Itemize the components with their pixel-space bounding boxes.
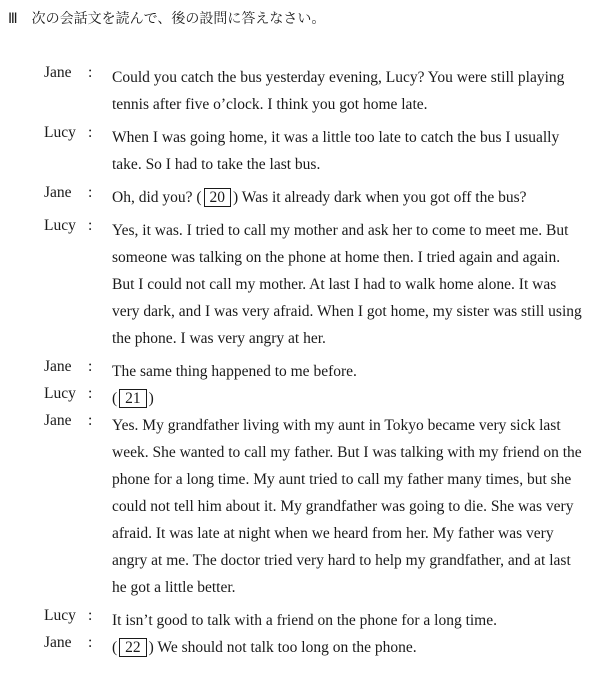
line-text: Yes. My grandfather living with my aunt in Tokyo became very sick last week. She wanted to call my father. But I was talking with my friend on the phone for a long time. My aunt tried to call my father many times, but she could not tell him about it. My grandfather was going to die. She was very afraid. It was late at night when we heard from her. My father was very angry at me. The doctor tried very hard to help my grandfather, and at last he got a little better. bbox=[112, 417, 582, 596]
dialogue-turn bbox=[0, 124, 600, 178]
speaker-colon: : bbox=[88, 607, 93, 624]
dialogue-turn bbox=[0, 64, 600, 118]
speaker-colon: : bbox=[88, 184, 93, 201]
line-text: It isn’t good to talk with a friend on the phone for a long time. bbox=[112, 612, 497, 629]
line-text: When I was going home, it was a little too late to catch the bus I usually take. So I had to take the last bus. bbox=[112, 129, 560, 173]
instructions: 次の会話文を読んで、後の設問に答えなさい。 bbox=[31, 11, 326, 27]
speaker-name: Lucy bbox=[44, 217, 76, 234]
line-text: Yes, it was. I tried to call my mother and ask her to come to meet me. But someone was talking on the phone at home then. I tried again and again. But I could not call my mother. At last I had to walk home alone. It was very dark, and I was very afraid. When I got home, my sister was still using the phone. I was very angry at her. bbox=[112, 222, 582, 347]
speaker-name: Jane bbox=[44, 412, 72, 429]
speaker-colon: : bbox=[88, 358, 93, 375]
line-text-after: ) Was it already dark when you got off the bus? bbox=[233, 189, 527, 206]
dialogue-turn bbox=[0, 634, 600, 661]
line-text: Could you catch the bus yesterday evening, Lucy? You were still playing tennis after five o’clock. I think you got home late. bbox=[112, 69, 565, 113]
line-text-after: ) We should not talk too long on the phone. bbox=[148, 639, 417, 656]
speaker-name: Jane bbox=[44, 184, 72, 201]
speaker-colon: : bbox=[88, 217, 93, 234]
dialogue-turn bbox=[0, 358, 600, 385]
speaker-name: Jane bbox=[44, 358, 72, 375]
line-text-before: Oh, did you? ( bbox=[112, 189, 202, 206]
speaker-colon: : bbox=[88, 634, 93, 651]
line-text: The same thing happened to me before. bbox=[112, 363, 357, 380]
question-heading bbox=[8, 8, 325, 28]
speaker-colon: : bbox=[88, 64, 93, 81]
dialogue-turn bbox=[0, 217, 600, 352]
speaker-name: Lucy bbox=[44, 124, 76, 141]
speaker-colon: : bbox=[88, 124, 93, 141]
dialogue-turn bbox=[0, 412, 600, 601]
line-text bbox=[112, 385, 586, 412]
speaker-name: Lucy bbox=[44, 607, 76, 624]
dialogue bbox=[0, 64, 600, 661]
line-text-before: ( bbox=[112, 390, 118, 407]
dialogue-turn bbox=[0, 385, 600, 412]
speaker-colon: : bbox=[88, 385, 93, 402]
answer-blank-21: 21 bbox=[119, 389, 147, 408]
section-number: Ⅲ bbox=[8, 11, 18, 27]
speaker-colon: : bbox=[88, 412, 93, 429]
speaker-name: Jane bbox=[44, 634, 72, 651]
dialogue-turn bbox=[0, 184, 600, 211]
line-text-after: ) bbox=[148, 390, 154, 407]
answer-blank-20: 20 bbox=[204, 188, 232, 207]
line-text bbox=[112, 184, 586, 211]
dialogue-turn bbox=[0, 607, 600, 634]
line-text bbox=[112, 634, 586, 661]
speaker-name: Jane bbox=[44, 64, 72, 81]
answer-blank-22: 22 bbox=[119, 638, 147, 657]
line-text-before: ( bbox=[112, 639, 118, 656]
speaker-name: Lucy bbox=[44, 385, 76, 402]
